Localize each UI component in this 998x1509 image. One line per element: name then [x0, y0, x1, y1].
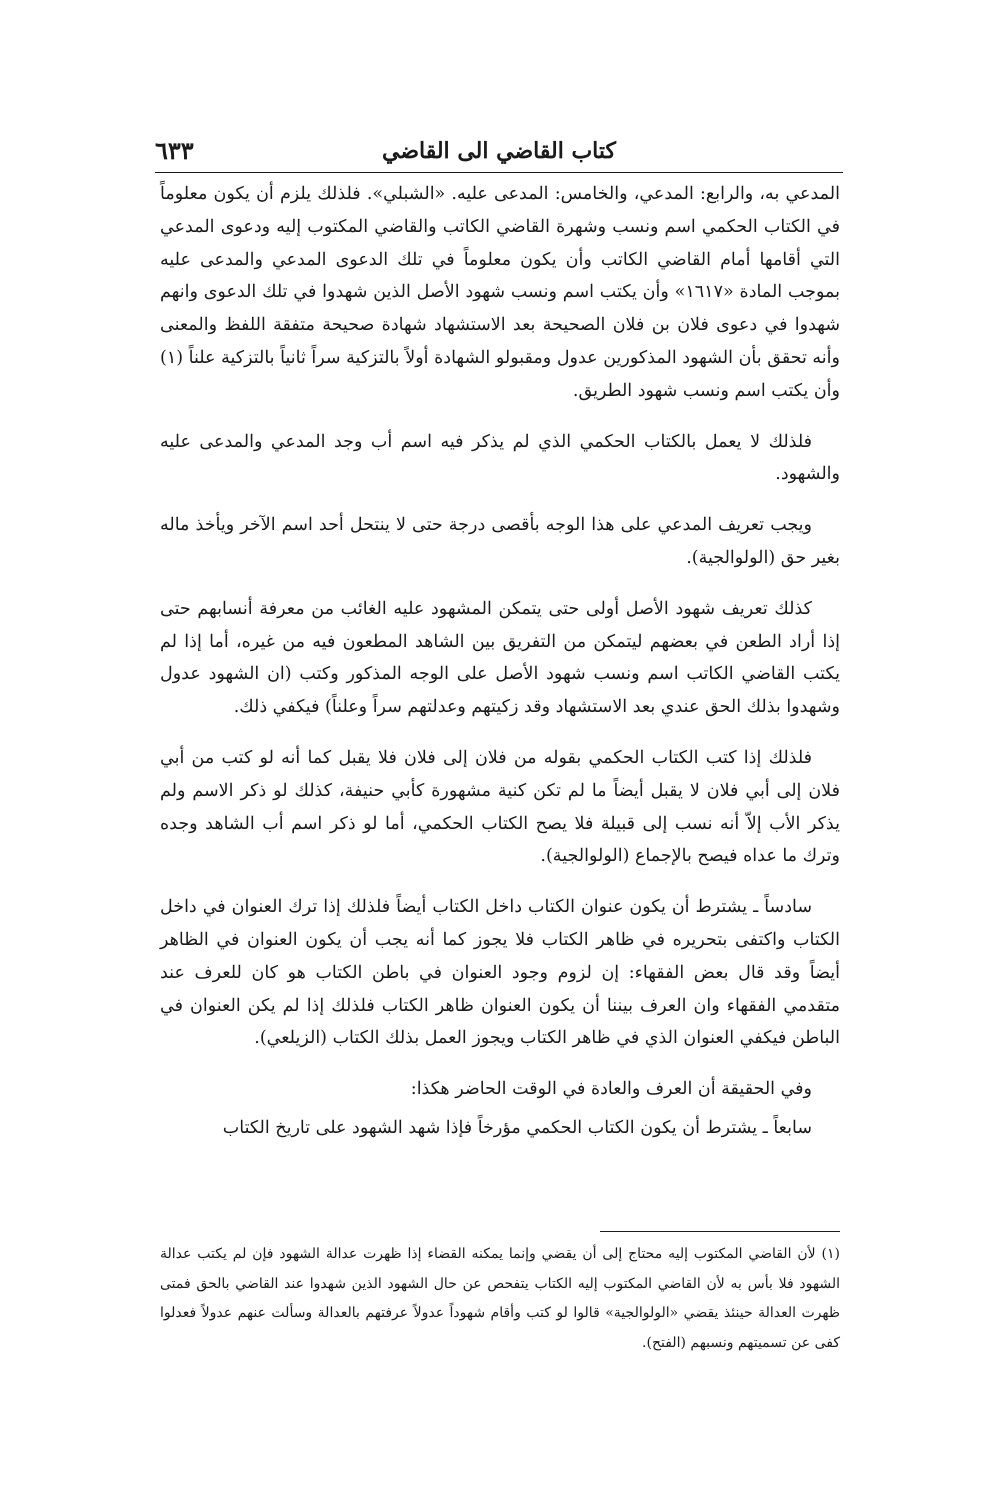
page-number: ٦٣٣ — [155, 136, 194, 165]
paragraph: ويجب تعريف المدعي على هذا الوجه بأقصى درجة حتى لا ينتحل أحد اسم الآخر ويأخذ ماله بغير حق (الولوالجية). — [160, 515, 840, 568]
paragraph: المدعي به، والرابع: المدعي، والخامس: المدعى عليه. «الشبلي». فلذلك يلزم أن يكون معلوماً في الكتاب الحكمي اسم ونسب وشهرة القاضي الكاتب والقاضي المكتوب إليه ودعوى المدعي التي أقامها أمام القاضي الكاتب وأن يكون معلوماً في تلك الدعوى المدعي والمدعى عليه بموجب المادة «١٦١٧» وأن يكتب اسم ونسب شهود الأصل الذين شهدوا في تلك الدعوى وانهم شهدوا في دعوى فلان بن فلان الصحيحة بعد الاستشهاد شهادة صحيحة متفقة اللفظ والمعنى وأنه تحقق بأن الشهود المذكورين عدول ومقبولو الشهادة أولاً بالتزكية سراً ثانياً بالتزكية علناً (١) وأن يكتب اسم ونسب شهود الطريق. — [160, 184, 841, 401]
paragraph: وفي الحقيقة أن العرف والعادة في الوقت الحاضر هكذا: — [410, 1079, 812, 1100]
paragraph: سابعاً ـ يشترط أن يكون الكتاب الحكمي مؤرخاً فإذا شهد الشهود على تاريخ الكتاب — [222, 1117, 812, 1138]
running-header — [155, 130, 843, 174]
paragraph: سادساً ـ يشترط أن يكون عنوان الكتاب داخل الكتاب أيضاً فلذلك إذا ترك العنوان في داخل الكتاب واكتفى بتحريره في ظاهر الكتاب فلا يجوز كما أنه يجب أن يكون العنوان في الظاهر أيضاً وقد قال بعض الفقهاء: إن لزوم وجود العنوان في باطن الكتاب هو كان للعرف عند متقدمي الفقهاء وان العرف بيننا أن يكون العنوان ظاهر الكتاب فلذلك إذا لم يكن العنوان في الباطن فيكفي العنوان الذي في ظاهر الكتاب ويجوز العمل بذلك الكتاب (الزيلعي). — [160, 897, 840, 1049]
main-text — [160, 178, 840, 1163]
paragraph: فلذلك إذا كتب الكتاب الحكمي بقوله من فلان إلى فلان فلا يقبل كما أنه لو كتب من أبي فلان إلى أبي فلان لا يقبل أيضاً ما لم تكن كنية مشهورة كأبي حنيفة، كذلك لو ذكر الاسم ولم يذكر الأب إلاّ أنه نسب إلى قبيلة فلا يصح الكتاب الحكمي، أما لو ذكر اسم أب الشاهد وجده وترك ما عداه فيصح بالإجماع (الولوالجية). — [160, 747, 840, 867]
header-divider — [155, 172, 843, 173]
page-title: كتاب القاضي الى القاضي — [382, 138, 616, 164]
footnotes — [160, 1240, 840, 1358]
footnote-divider — [600, 1231, 840, 1232]
paragraph: فلذلك لا يعمل بالكتاب الحكمي الذي لم يذكر فيه اسم أب وجد المدعي والمدعى عليه والشهود. — [160, 431, 840, 485]
paragraph: كذلك تعريف شهود الأصل أولى حتى يتمكن المشهود عليه الغائب من معرفة أنسابهم حتى إذا أراد الطعن في بعضهم ليتمكن من التفريق بين الشاهد المطعون فيه من غيره، أما إذا لم يكتب القاضي الكاتب اسم ونسب شهود الأصل على الوجه المذكور وكتب (ان الشهود عدول وشهدوا بذلك الحق عندي بعد الاستشهاد وقد زكيتهم وعدلتهم سراً وعلناً) فيكفي ذلك. — [160, 598, 840, 718]
footnote: (١) لأن القاضي المكتوب إليه محتاج إلى أن يقضي وإنما يمكنه القضاء إذا ظهرت عدالة الشهود فإن لم يكتب عدالة الشهود فلا بأس به لأن القاضي المكتوب إليه الكتاب يتفحص عن حال الشهود الذين شهدوا عند القاضي بالحق فمتى ظهرت العدالة حينئذ يقضي «الولوالجية» قالوا لو كتب وأقام شهوداً عدولاً عرفتهم بالعدالة وسألت عنهم عدولاً فعدلوا كفى عن تسميتهم ونسبهم (الفتح). — [160, 1246, 840, 1351]
